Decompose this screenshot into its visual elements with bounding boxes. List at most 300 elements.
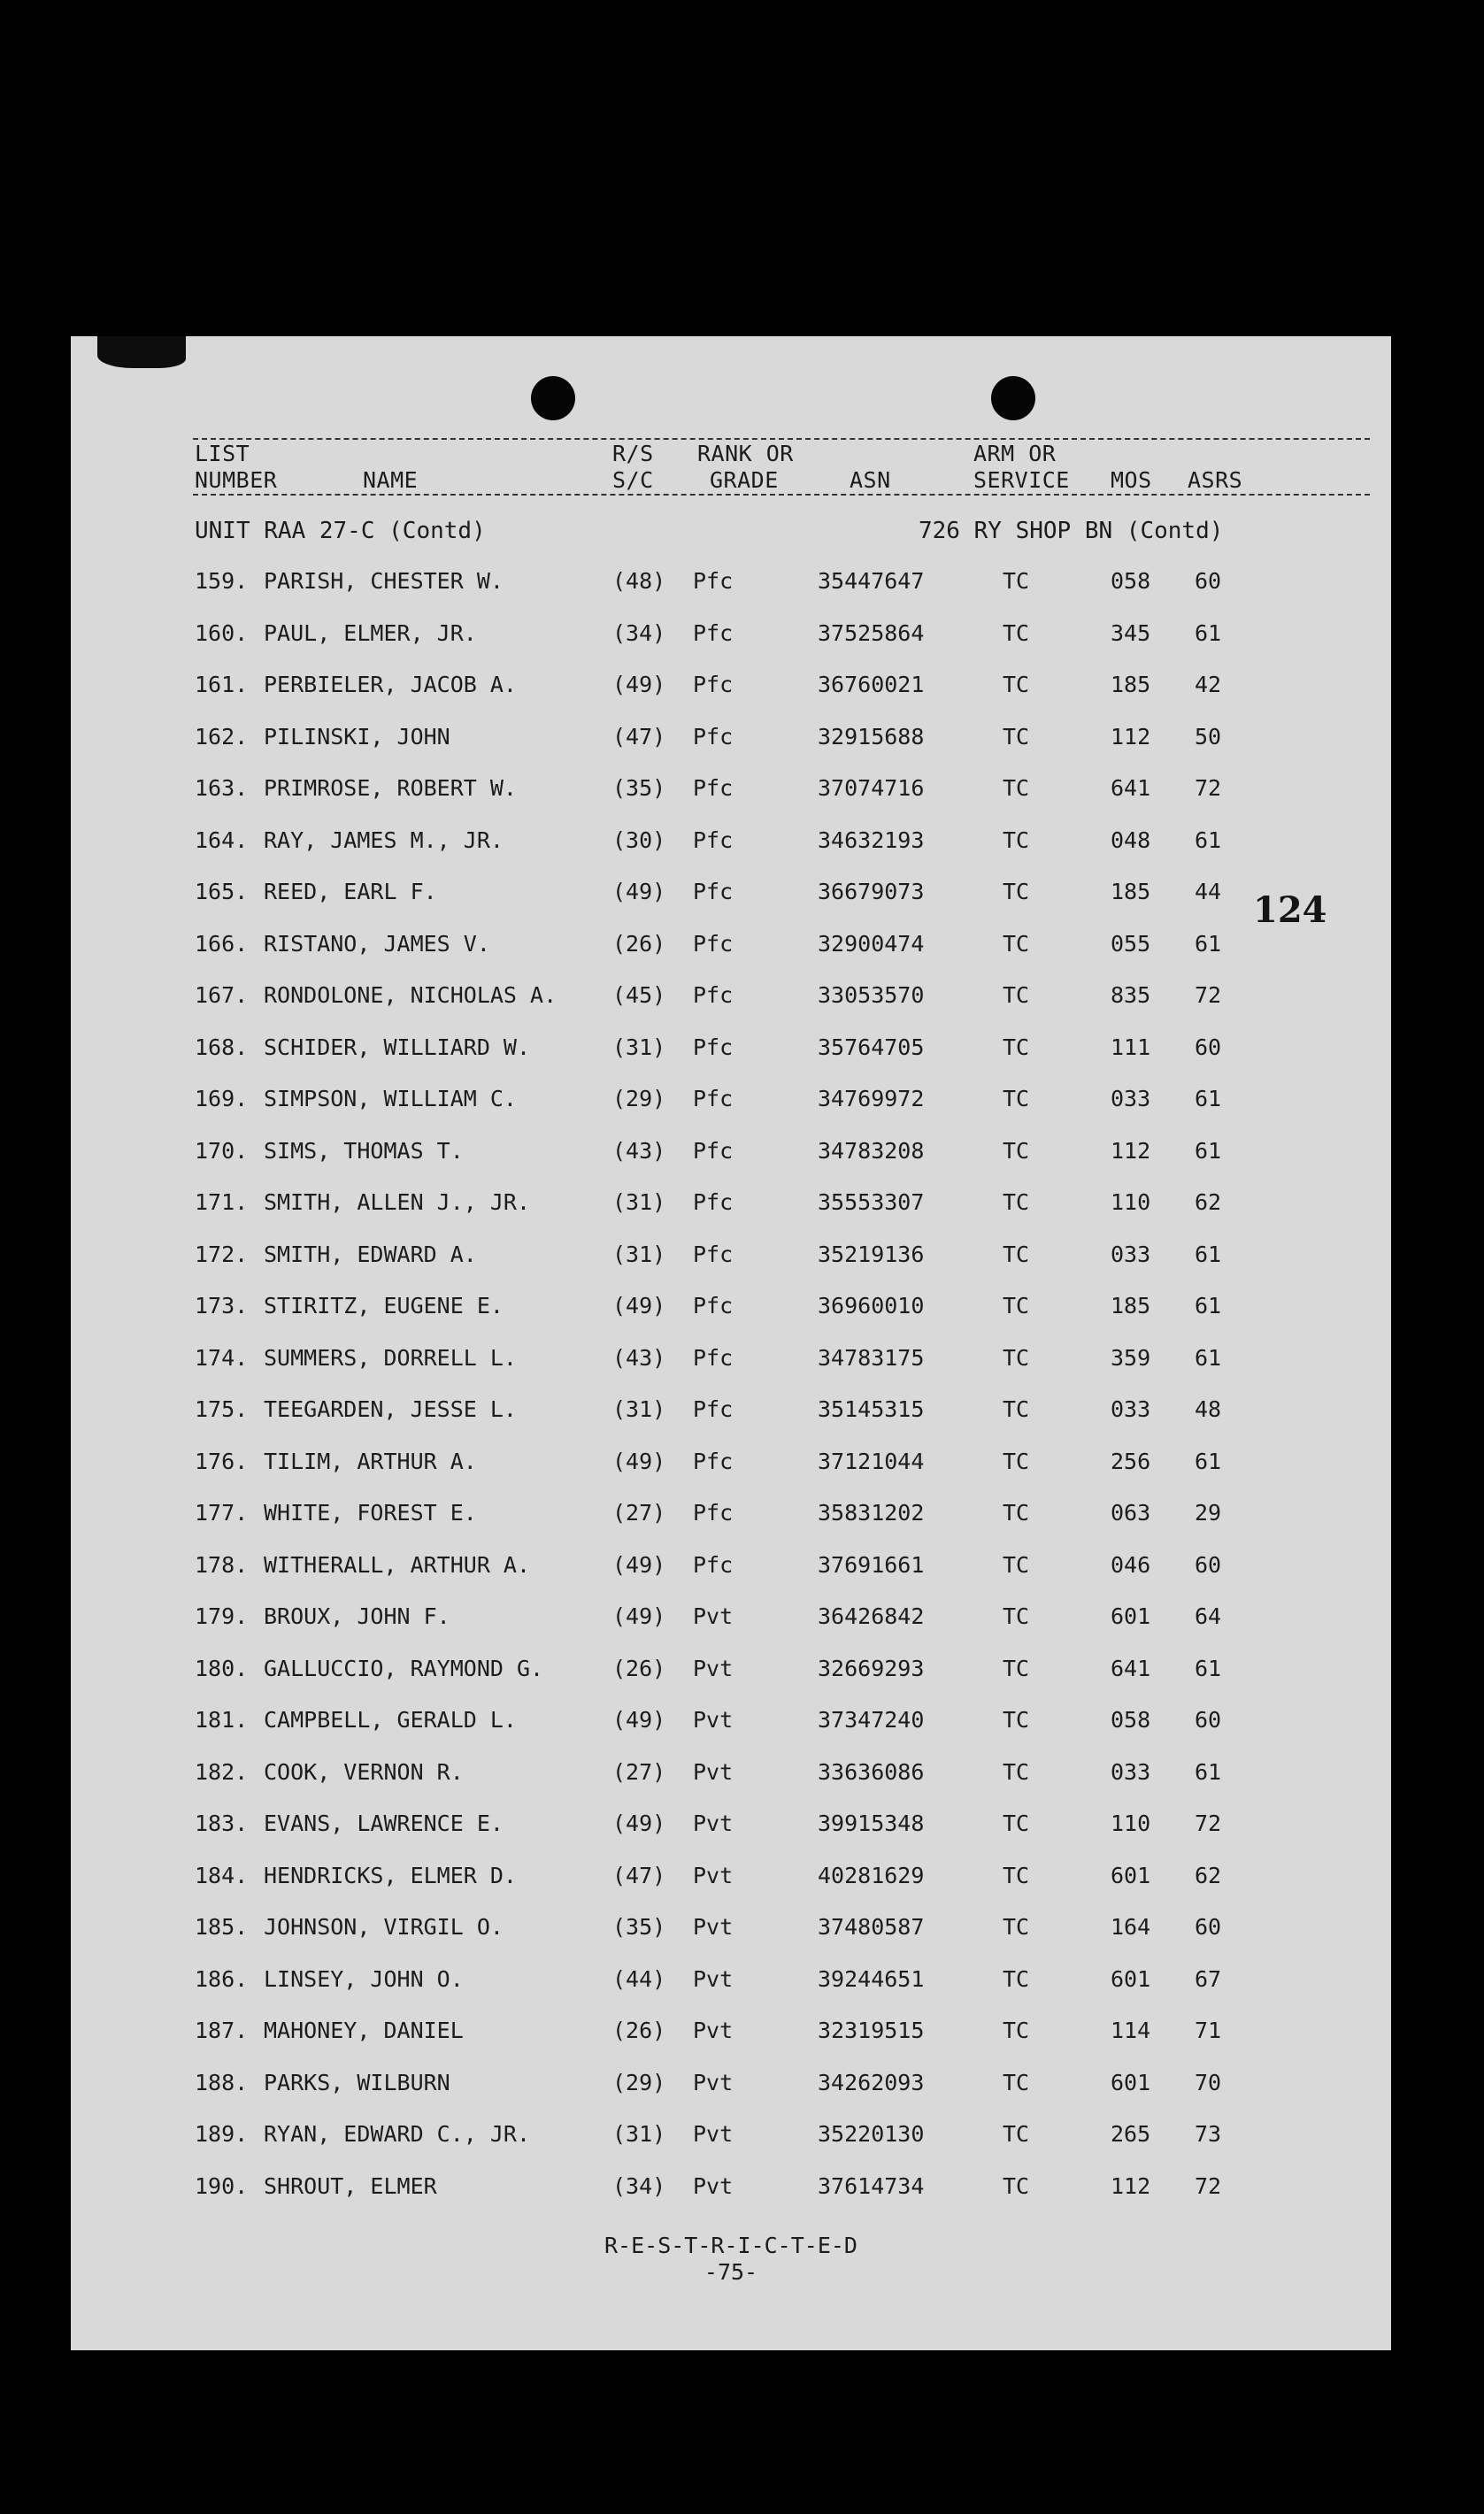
cell-rs: (48) bbox=[612, 568, 666, 594]
cell-rank: Pvt bbox=[693, 1758, 734, 1785]
roster-row bbox=[71, 1603, 1391, 1655]
cell-arm: TC bbox=[1003, 1707, 1030, 1733]
cell-rs: (45) bbox=[612, 982, 666, 1008]
cell-rank: Pfc bbox=[693, 879, 734, 904]
cell-arm: TC bbox=[1003, 2121, 1030, 2147]
cell-name: RISTANO, JAMES V. bbox=[264, 930, 490, 957]
cell-rank: Pvt bbox=[693, 1603, 734, 1629]
cell-arm: TC bbox=[1003, 1034, 1030, 1060]
roster-row bbox=[71, 879, 1391, 930]
roster-row bbox=[71, 1759, 1391, 1811]
header-name: NAME bbox=[363, 467, 419, 493]
cell-mos: 359 bbox=[1111, 1344, 1151, 1371]
header-asrs: ASRS bbox=[1188, 467, 1243, 493]
cell-asn: 35553307 bbox=[818, 1189, 925, 1215]
unit-right-label: 726 RY SHOP BN (Contd) bbox=[919, 518, 1224, 544]
roster-row bbox=[71, 568, 1391, 619]
page-stamp-number: 124 bbox=[1253, 889, 1327, 931]
header-service: SERVICE bbox=[973, 467, 1070, 493]
cell-rs: (49) bbox=[612, 1707, 666, 1733]
cell-asn: 34262093 bbox=[818, 2069, 925, 2095]
cell-num: 174. bbox=[195, 1344, 249, 1371]
unit-left-label: UNIT RAA 27-C (Contd) bbox=[195, 518, 486, 544]
cell-rank: Pfc bbox=[693, 1448, 734, 1474]
roster-row bbox=[71, 1914, 1391, 1965]
cell-asrs: 62 bbox=[1195, 1189, 1222, 1215]
cell-num: 183. bbox=[195, 1811, 249, 1836]
cell-mos: 265 bbox=[1111, 2121, 1151, 2147]
cell-asrs: 72 bbox=[1195, 2172, 1222, 2199]
cell-rs: (29) bbox=[612, 2069, 666, 2095]
cell-arm: TC bbox=[1003, 1344, 1030, 1371]
cell-name: CAMPBELL, GERALD L. bbox=[264, 1707, 517, 1733]
cell-arm: TC bbox=[1003, 982, 1030, 1008]
cell-num: 172. bbox=[195, 1241, 249, 1267]
cell-rank: Pvt bbox=[693, 2018, 734, 2043]
cell-rank: Pfc bbox=[693, 1137, 734, 1164]
cell-asrs: 60 bbox=[1195, 568, 1222, 594]
cell-name: GALLUCCIO, RAYMOND G. bbox=[264, 1655, 544, 1681]
roster-row bbox=[71, 1552, 1391, 1603]
cell-name: MAHONEY, DANIEL bbox=[264, 2018, 464, 2043]
cell-name: SMITH, ALLEN J., JR. bbox=[264, 1189, 531, 1215]
cell-rank: Pfc bbox=[693, 1241, 734, 1267]
cell-name: REED, EARL F. bbox=[264, 879, 437, 904]
cell-num: 166. bbox=[195, 930, 249, 957]
cell-rank: Pfc bbox=[693, 1500, 734, 1526]
cell-num: 169. bbox=[195, 1086, 249, 1111]
cell-asn: 34632193 bbox=[818, 826, 925, 853]
cell-name: PERBIELER, JACOB A. bbox=[264, 672, 517, 697]
cell-num: 186. bbox=[195, 1965, 249, 1992]
cell-arm: TC bbox=[1003, 1862, 1030, 1888]
cell-arm: TC bbox=[1003, 2172, 1030, 2199]
roster-row bbox=[71, 1086, 1391, 1137]
cell-rs: (47) bbox=[612, 1862, 666, 1888]
cell-rs: (27) bbox=[612, 1758, 666, 1785]
cell-asrs: 61 bbox=[1195, 1086, 1222, 1111]
cell-rank: Pvt bbox=[693, 2172, 734, 2199]
cell-mos: 164 bbox=[1111, 1914, 1151, 1940]
cell-asrs: 48 bbox=[1195, 1396, 1222, 1422]
cell-rank: Pvt bbox=[693, 1811, 734, 1836]
cell-name: HENDRICKS, ELMER D. bbox=[264, 1862, 517, 1888]
cell-num: 189. bbox=[195, 2121, 249, 2147]
cell-num: 159. bbox=[195, 568, 249, 594]
cell-asn: 35831202 bbox=[818, 1500, 925, 1526]
cell-arm: TC bbox=[1003, 879, 1030, 904]
cell-asn: 32319515 bbox=[818, 2018, 925, 2043]
cell-asn: 34783175 bbox=[818, 1344, 925, 1371]
header-sc: S/C bbox=[612, 467, 654, 493]
cell-asn: 32915688 bbox=[818, 723, 925, 750]
cell-rank: Pvt bbox=[693, 1914, 734, 1940]
cell-num: 182. bbox=[195, 1758, 249, 1785]
cell-num: 177. bbox=[195, 1500, 249, 1526]
cell-num: 171. bbox=[195, 1189, 249, 1215]
cell-rank: Pvt bbox=[693, 1655, 734, 1681]
roster-row bbox=[71, 724, 1391, 775]
cell-rs: (26) bbox=[612, 2018, 666, 2043]
cell-asrs: 29 bbox=[1195, 1500, 1222, 1526]
roster-row bbox=[71, 1966, 1391, 2018]
cell-arm: TC bbox=[1003, 1241, 1030, 1267]
cell-rank: Pfc bbox=[693, 619, 734, 646]
roster-row bbox=[71, 1189, 1391, 1241]
cell-asrs: 60 bbox=[1195, 1551, 1222, 1578]
header-arm: ARM OR bbox=[973, 441, 1057, 466]
cell-asn: 37691661 bbox=[818, 1551, 925, 1578]
cell-arm: TC bbox=[1003, 1500, 1030, 1526]
punch-hole-left bbox=[531, 376, 575, 420]
cell-arm: TC bbox=[1003, 1603, 1030, 1629]
cell-mos: 641 bbox=[1111, 775, 1151, 801]
header-dashed-rule-top bbox=[193, 438, 1370, 440]
header-asn: ASN bbox=[850, 467, 891, 493]
cell-num: 168. bbox=[195, 1034, 249, 1060]
cell-rs: (49) bbox=[612, 1811, 666, 1836]
cell-num: 175. bbox=[195, 1396, 249, 1422]
roster-row bbox=[71, 827, 1391, 879]
cell-asn: 32669293 bbox=[818, 1655, 925, 1681]
cell-asrs: 73 bbox=[1195, 2121, 1222, 2147]
cell-mos: 110 bbox=[1111, 1811, 1151, 1836]
cell-name: COOK, VERNON R. bbox=[264, 1758, 464, 1785]
cell-rs: (34) bbox=[612, 2172, 666, 2199]
cell-rank: Pvt bbox=[693, 2121, 734, 2147]
cell-num: 164. bbox=[195, 826, 249, 853]
cell-asrs: 71 bbox=[1195, 2018, 1222, 2043]
cell-rs: (49) bbox=[612, 1293, 666, 1319]
roster-row bbox=[71, 1500, 1391, 1551]
cell-asrs: 70 bbox=[1195, 2069, 1222, 2095]
cell-mos: 112 bbox=[1111, 2172, 1151, 2199]
cell-num: 167. bbox=[195, 982, 249, 1008]
cell-rank: Pvt bbox=[693, 1707, 734, 1733]
cell-asn: 33636086 bbox=[818, 1758, 925, 1785]
cell-mos: 048 bbox=[1111, 826, 1151, 853]
roster-row bbox=[71, 2173, 1391, 2225]
cell-rank: Pvt bbox=[693, 2069, 734, 2095]
cell-asn: 37614734 bbox=[818, 2172, 925, 2199]
cell-rank: Pfc bbox=[693, 930, 734, 957]
cell-asn: 36679073 bbox=[818, 879, 925, 904]
roster-row bbox=[71, 1242, 1391, 1293]
cell-mos: 063 bbox=[1111, 1500, 1151, 1526]
cell-name: WITHERALL, ARTHUR A. bbox=[264, 1551, 531, 1578]
cell-num: 180. bbox=[195, 1655, 249, 1681]
roster-row bbox=[71, 931, 1391, 982]
cell-rs: (31) bbox=[612, 2121, 666, 2147]
roster-row bbox=[71, 2070, 1391, 2121]
cell-mos: 114 bbox=[1111, 2018, 1151, 2043]
cell-asrs: 61 bbox=[1195, 930, 1222, 957]
cell-name: RONDOLONE, NICHOLAS A. bbox=[264, 982, 557, 1008]
cell-num: 185. bbox=[195, 1914, 249, 1940]
cell-mos: 835 bbox=[1111, 982, 1151, 1008]
cell-name: SCHIDER, WILLIARD W. bbox=[264, 1034, 531, 1060]
cell-mos: 601 bbox=[1111, 1603, 1151, 1629]
cell-rank: Pvt bbox=[693, 1965, 734, 1992]
cell-rs: (31) bbox=[612, 1189, 666, 1215]
cell-name: SMITH, EDWARD A. bbox=[264, 1241, 477, 1267]
cell-name: SUMMERS, DORRELL L. bbox=[264, 1344, 517, 1371]
roster-row bbox=[71, 1396, 1391, 1448]
cell-rank: Pfc bbox=[693, 1551, 734, 1578]
roster-row bbox=[71, 1034, 1391, 1086]
cell-arm: TC bbox=[1003, 1086, 1030, 1111]
cell-num: 163. bbox=[195, 775, 249, 801]
cell-mos: 185 bbox=[1111, 672, 1151, 697]
cell-asn: 33053570 bbox=[818, 982, 925, 1008]
document-page bbox=[71, 336, 1391, 2350]
cell-mos: 112 bbox=[1111, 1137, 1151, 1164]
cell-rs: (49) bbox=[612, 672, 666, 697]
cell-asn: 36426842 bbox=[818, 1603, 925, 1629]
cell-rank: Pfc bbox=[693, 723, 734, 750]
cell-arm: TC bbox=[1003, 619, 1030, 646]
cell-name: PAUL, ELMER, JR. bbox=[264, 619, 477, 646]
cell-name: SHROUT, ELMER bbox=[264, 2172, 437, 2199]
cell-asn: 37525864 bbox=[818, 619, 925, 646]
cell-mos: 601 bbox=[1111, 1965, 1151, 1992]
cell-name: STIRITZ, EUGENE E. bbox=[264, 1293, 504, 1319]
roster-row bbox=[71, 1138, 1391, 1189]
roster-row bbox=[71, 1707, 1391, 1758]
cell-mos: 112 bbox=[1111, 723, 1151, 750]
cell-name: PARISH, CHESTER W. bbox=[264, 568, 504, 594]
cell-asn: 35764705 bbox=[818, 1034, 925, 1060]
roster-row bbox=[71, 2121, 1391, 2172]
cell-arm: TC bbox=[1003, 1189, 1030, 1215]
cell-asrs: 60 bbox=[1195, 1707, 1222, 1733]
cell-mos: 185 bbox=[1111, 1293, 1151, 1319]
cell-asrs: 61 bbox=[1195, 1655, 1222, 1681]
cell-arm: TC bbox=[1003, 1137, 1030, 1164]
header-rank: RANK OR bbox=[697, 441, 794, 466]
cell-asrs: 72 bbox=[1195, 982, 1222, 1008]
cell-name: RYAN, EDWARD C., JR. bbox=[264, 2121, 531, 2147]
cell-rank: Pfc bbox=[693, 1189, 734, 1215]
cell-num: 162. bbox=[195, 723, 249, 750]
cell-num: 190. bbox=[195, 2172, 249, 2199]
cell-rank: Pfc bbox=[693, 982, 734, 1008]
cell-rank: Pfc bbox=[693, 1034, 734, 1060]
cell-mos: 046 bbox=[1111, 1551, 1151, 1578]
cell-asn: 37074716 bbox=[818, 775, 925, 801]
cell-asn: 35220130 bbox=[818, 2121, 925, 2147]
roster-row bbox=[71, 982, 1391, 1034]
cell-rs: (30) bbox=[612, 826, 666, 853]
cell-asrs: 60 bbox=[1195, 1034, 1222, 1060]
cell-asrs: 64 bbox=[1195, 1603, 1222, 1629]
cell-asrs: 61 bbox=[1195, 1241, 1222, 1267]
cell-asrs: 60 bbox=[1195, 1914, 1222, 1940]
roster-row bbox=[71, 2018, 1391, 2069]
cell-rank: Pfc bbox=[693, 1396, 734, 1422]
cell-arm: TC bbox=[1003, 1293, 1030, 1319]
cell-arm: TC bbox=[1003, 1551, 1030, 1578]
cell-asrs: 72 bbox=[1195, 775, 1222, 801]
header-rs: R/S bbox=[612, 441, 654, 466]
cell-mos: 055 bbox=[1111, 930, 1151, 957]
cell-name: LINSEY, JOHN O. bbox=[264, 1965, 464, 1992]
cell-asn: 40281629 bbox=[818, 1862, 925, 1888]
cell-name: WHITE, FOREST E. bbox=[264, 1500, 477, 1526]
cell-asrs: 50 bbox=[1195, 723, 1222, 750]
cell-mos: 111 bbox=[1111, 1034, 1151, 1060]
cell-asn: 37347240 bbox=[818, 1707, 925, 1733]
cell-arm: TC bbox=[1003, 1655, 1030, 1681]
cell-arm: TC bbox=[1003, 2069, 1030, 2095]
cell-name: SIMS, THOMAS T. bbox=[264, 1137, 464, 1164]
cell-num: 178. bbox=[195, 1551, 249, 1578]
roster-row bbox=[71, 1293, 1391, 1344]
cell-name: TEEGARDEN, JESSE L. bbox=[264, 1396, 517, 1422]
cell-arm: TC bbox=[1003, 2018, 1030, 2043]
roster-row bbox=[71, 1811, 1391, 1862]
cell-rs: (43) bbox=[612, 1344, 666, 1371]
cell-rs: (44) bbox=[612, 1965, 666, 1992]
cell-name: SIMPSON, WILLIAM C. bbox=[264, 1086, 517, 1111]
roster-row bbox=[71, 672, 1391, 723]
roster-row bbox=[71, 775, 1391, 826]
cell-rank: Pfc bbox=[693, 826, 734, 853]
cell-num: 181. bbox=[195, 1707, 249, 1733]
cell-rs: (31) bbox=[612, 1034, 666, 1060]
roster-row bbox=[71, 620, 1391, 672]
cell-rank: Pfc bbox=[693, 1293, 734, 1319]
header-grade: GRADE bbox=[710, 467, 779, 493]
cell-rs: (49) bbox=[612, 1448, 666, 1474]
cell-asrs: 61 bbox=[1195, 1293, 1222, 1319]
cell-asn: 39244651 bbox=[818, 1965, 925, 1992]
cell-num: 173. bbox=[195, 1293, 249, 1319]
cell-rs: (35) bbox=[612, 1914, 666, 1940]
cell-asn: 32900474 bbox=[818, 930, 925, 957]
cell-asn: 35219136 bbox=[818, 1241, 925, 1267]
cell-asrs: 61 bbox=[1195, 619, 1222, 646]
cell-asn: 36960010 bbox=[818, 1293, 925, 1319]
cell-mos: 345 bbox=[1111, 619, 1151, 646]
cell-num: 179. bbox=[195, 1603, 249, 1629]
cell-rank: Pfc bbox=[693, 1344, 734, 1371]
cell-arm: TC bbox=[1003, 1914, 1030, 1940]
cell-asrs: 62 bbox=[1195, 1862, 1222, 1888]
cell-asn: 35447647 bbox=[818, 568, 925, 594]
cell-asn: 35145315 bbox=[818, 1396, 925, 1422]
cell-mos: 641 bbox=[1111, 1655, 1151, 1681]
cell-rs: (31) bbox=[612, 1241, 666, 1267]
cell-asrs: 72 bbox=[1195, 1811, 1222, 1836]
cell-rs: (47) bbox=[612, 723, 666, 750]
cell-mos: 601 bbox=[1111, 2069, 1151, 2095]
cell-arm: TC bbox=[1003, 930, 1030, 957]
cell-mos: 601 bbox=[1111, 1862, 1151, 1888]
header-dashed-rule-bottom bbox=[193, 494, 1370, 496]
footer-page-number: -75- bbox=[704, 2259, 758, 2285]
cell-rs: (29) bbox=[612, 1086, 666, 1111]
cell-name: BROUX, JOHN F. bbox=[264, 1603, 450, 1629]
cell-num: 187. bbox=[195, 2018, 249, 2043]
cell-arm: TC bbox=[1003, 826, 1030, 853]
cell-asrs: 42 bbox=[1195, 672, 1222, 697]
cell-asrs: 61 bbox=[1195, 1758, 1222, 1785]
cell-rs: (49) bbox=[612, 879, 666, 904]
cell-asrs: 67 bbox=[1195, 1965, 1222, 1992]
cell-num: 165. bbox=[195, 879, 249, 904]
cell-num: 160. bbox=[195, 619, 249, 646]
roster-row bbox=[71, 1449, 1391, 1500]
cell-num: 170. bbox=[195, 1137, 249, 1164]
cell-mos: 256 bbox=[1111, 1448, 1151, 1474]
ink-smudge bbox=[97, 336, 186, 368]
cell-arm: TC bbox=[1003, 1448, 1030, 1474]
cell-num: 176. bbox=[195, 1448, 249, 1474]
cell-rs: (31) bbox=[612, 1396, 666, 1422]
cell-mos: 058 bbox=[1111, 568, 1151, 594]
cell-arm: TC bbox=[1003, 775, 1030, 801]
footer-classification: R-E-S-T-R-I-C-T-E-D bbox=[604, 2233, 857, 2258]
cell-arm: TC bbox=[1003, 723, 1030, 750]
cell-mos: 058 bbox=[1111, 1707, 1151, 1733]
cell-arm: TC bbox=[1003, 1758, 1030, 1785]
cell-rs: (49) bbox=[612, 1603, 666, 1629]
cell-asn: 37480587 bbox=[818, 1914, 925, 1940]
header-mos: MOS bbox=[1111, 467, 1152, 493]
cell-num: 184. bbox=[195, 1862, 249, 1888]
cell-name: RAY, JAMES M., JR. bbox=[264, 826, 504, 853]
cell-asrs: 61 bbox=[1195, 1344, 1222, 1371]
cell-rs: (43) bbox=[612, 1137, 666, 1164]
cell-mos: 033 bbox=[1111, 1241, 1151, 1267]
cell-arm: TC bbox=[1003, 672, 1030, 697]
cell-name: PARKS, WILBURN bbox=[264, 2069, 450, 2095]
cell-name: PILINSKI, JOHN bbox=[264, 723, 450, 750]
cell-mos: 033 bbox=[1111, 1396, 1151, 1422]
cell-num: 188. bbox=[195, 2069, 249, 2095]
cell-name: TILIM, ARTHUR A. bbox=[264, 1448, 477, 1474]
cell-name: PRIMROSE, ROBERT W. bbox=[264, 775, 517, 801]
roster-row bbox=[71, 1863, 1391, 1914]
cell-asn: 37121044 bbox=[818, 1448, 925, 1474]
cell-rank: Pvt bbox=[693, 1862, 734, 1888]
cell-name: JOHNSON, VIRGIL O. bbox=[264, 1914, 504, 1940]
cell-asrs: 61 bbox=[1195, 826, 1222, 853]
cell-mos: 033 bbox=[1111, 1758, 1151, 1785]
cell-mos: 033 bbox=[1111, 1086, 1151, 1111]
cell-asrs: 61 bbox=[1195, 1448, 1222, 1474]
cell-rs: (26) bbox=[612, 1655, 666, 1681]
punch-hole-right bbox=[991, 376, 1035, 420]
cell-rs: (49) bbox=[612, 1551, 666, 1578]
header-list: LIST bbox=[195, 441, 250, 466]
cell-name: EVANS, LAWRENCE E. bbox=[264, 1811, 504, 1836]
cell-asrs: 44 bbox=[1195, 879, 1222, 904]
roster-row bbox=[71, 1345, 1391, 1396]
cell-arm: TC bbox=[1003, 1396, 1030, 1422]
cell-rs: (26) bbox=[612, 930, 666, 957]
roster-row bbox=[71, 1656, 1391, 1707]
cell-rs: (34) bbox=[612, 619, 666, 646]
cell-rank: Pfc bbox=[693, 1086, 734, 1111]
cell-num: 161. bbox=[195, 672, 249, 697]
cell-asn: 39915348 bbox=[818, 1811, 925, 1836]
cell-arm: TC bbox=[1003, 1811, 1030, 1836]
cell-rank: Pfc bbox=[693, 775, 734, 801]
header-number: NUMBER bbox=[195, 467, 278, 493]
cell-mos: 110 bbox=[1111, 1189, 1151, 1215]
